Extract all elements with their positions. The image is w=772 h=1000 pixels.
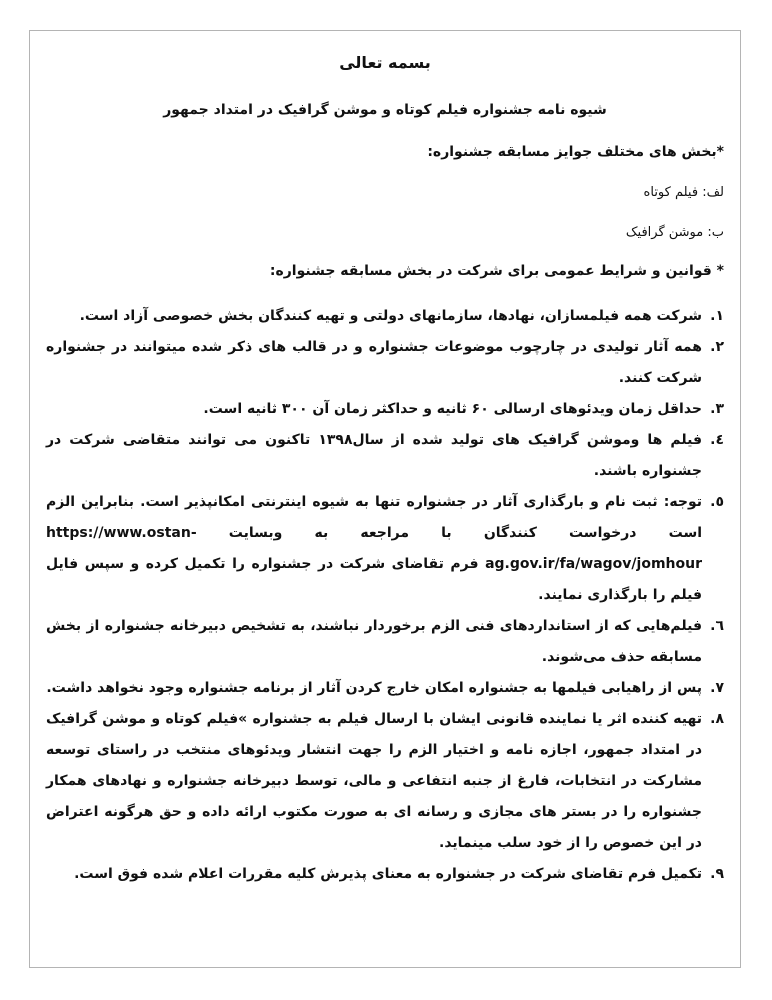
rule-text: فیلم‌هایی که از استانداردهای فنی الزم برخوردار نباشند، به تشخیص دبیرخانه جشنواره از بخش مسابقه حذف می‌شوند.: [46, 618, 702, 665]
rule-number: ٨.: [710, 711, 724, 727]
rules-list: [46, 301, 724, 890]
website-url-link[interactable]: https://www.ostan-ag.gov.ir/fa/wagov/jomhour: [46, 525, 702, 572]
awards-section-heading: *بخش های مختلف جوایز مسابقه جشنواره:: [427, 144, 724, 160]
rule-text: تکمیل فرم تقاضای شرکت در جشنواره به معنای پذیرش کلیه مقررات اعلام شده فوق است.: [74, 866, 702, 882]
rule-text: شرکت همه فیلمسازان، نهادها، سازمانهای دولتی و تهیه کنندگان بخش خصوصی آزاد است.: [79, 308, 702, 324]
bismillah-heading: بسمه تعالی: [339, 53, 431, 72]
award-item-short-film: لف: فیلم کوتاه: [643, 185, 724, 200]
rule-text: پس از راهیابی فیلمها به جشنواره امکان خارج کردن آثار از برنامه جشنواره وجود نخواهد داشت.: [46, 680, 702, 696]
rule-text: همه آثار تولیدی در چارچوب موضوعات جشنواره و در قالب های ذکر شده میتوانند در جشنواره شرکت کنند.: [46, 339, 702, 386]
rule-text-before-url: توجه: ثبت نام و بارگذاری آثار در جشنواره تنها به شیوه اینترنتی امکانپذیر است. بنابراین الزم است درخواست کنندگان با مراجعه به وبسایت: [46, 494, 703, 541]
document-page: [29, 30, 741, 968]
rule-number: ٥.: [710, 494, 724, 510]
document-title: شیوه نامه جشنواره فیلم کوتاه و موشن گرافیک در امتداد جمهور: [163, 102, 607, 118]
rule-item: [46, 611, 724, 673]
rule-number: ٤.: [710, 432, 724, 448]
rule-item: [46, 673, 724, 704]
rule-number: ۱.: [710, 308, 724, 324]
rule-item: [46, 859, 724, 890]
rule-item: [46, 425, 724, 487]
rule-item: [46, 487, 724, 611]
rule-item: [46, 332, 724, 394]
rule-number: ۳.: [710, 401, 724, 417]
rule-number: ٧.: [710, 680, 724, 696]
rule-item: [46, 704, 724, 859]
rule-text: [46, 487, 702, 611]
rule-text: تهیه کننده اثر یا نماینده قانونی ایشان با ارسال فیلم به جشنواره »فیلم کوتاه و موشن گرافیک در امتداد جمهور، اجازه نامه و اختیار الزم را جهت انتشار ویدئوهای منتخب در راستای توسعه مشارکت در انتخابات، فارغ از جنبه انتفاعی و مالی، توسط دبیرخانه جشنواره و نهادهای همکار جشنواره را در بستر های مجازی و رسانه ای به صورت مکتوب ارائه داده و حق هرگونه اعتراض در این خصوص را از خود سلب مینماید.: [46, 711, 702, 851]
rule-text: حداقل زمان ویدئوهای ارسالی ۶۰ ثانیه و حداکثر زمان آن ۳۰۰ ثانیه است.: [203, 401, 702, 417]
rule-text: فیلم ها وموشن گرافیک های تولید شده از سال۱۳۹۸ تاکنون می توانند متقاضی شرکت در جشنواره باشند.: [46, 432, 703, 479]
rule-item: [46, 301, 724, 332]
rule-number: ٩.: [710, 866, 724, 882]
award-item-motion-graphic: ب: موشن گرافیک: [625, 225, 724, 240]
rules-section-heading: * قوانین و شرایط عمومی برای شرکت در بخش مسابقه جشنواره:: [269, 263, 724, 279]
rule-number: ٦.: [710, 618, 724, 634]
rule-item: [46, 394, 724, 425]
rule-text-after-url: فرم تقاضای شرکت در جشنواره را تکمیل کرده و سپس فایل فیلم را بارگذاری نمایند.: [46, 556, 702, 603]
rule-number: ۲.: [710, 339, 724, 355]
